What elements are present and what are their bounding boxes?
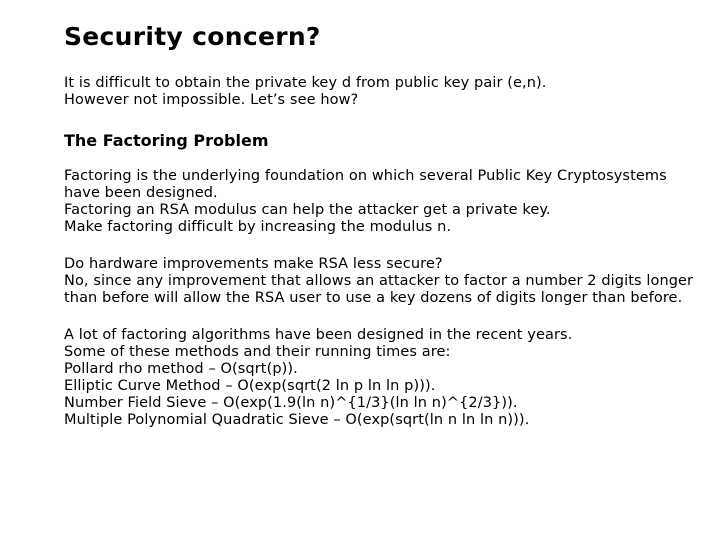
algorithm-line: Multiple Polynomial Quadratic Sieve – O(exp(sqrt(ln n ln ln n))). — [64, 412, 530, 428]
slide — [64, 22, 704, 429]
section-heading: The Factoring Problem — [64, 131, 269, 150]
paragraph-line: Factoring an RSA modulus can help the attacker get a private key. — [64, 202, 551, 218]
intro-line: However not impossible. Let’s see how? — [64, 92, 359, 108]
slide-title: Security concern? — [64, 22, 321, 51]
hardware-paragraph — [64, 256, 704, 307]
algorithm-line: Number Field Sieve – O(exp(1.9(ln n)^{1/3}(ln ln n)^{2/3})). — [64, 395, 518, 411]
intro-paragraph — [64, 75, 704, 109]
paragraph-line: Factoring is the underlying foundation on which several Public Key Cryptosystems have been designed. — [64, 168, 667, 201]
algorithm-line: Pollard rho method – O(sqrt(p)). — [64, 361, 298, 377]
paragraph-line: Some of these methods and their running times are: — [64, 344, 451, 360]
algorithm-line: Elliptic Curve Method – O(exp(sqrt(2 ln p ln ln p))). — [64, 378, 436, 394]
paragraph-line: A lot of factoring algorithms have been designed in the recent years. — [64, 327, 573, 343]
factoring-paragraph — [64, 168, 704, 236]
intro-line: It is difficult to obtain the private key d from public key pair (e,n). — [64, 75, 547, 91]
paragraph-line: Do hardware improvements make RSA less secure? — [64, 256, 443, 272]
paragraph-line: Make factoring difficult by increasing the modulus n. — [64, 219, 452, 235]
algorithms-paragraph — [64, 327, 704, 429]
paragraph-line: No, since any improvement that allows an attacker to factor a number 2 digits longer than before will allow the RSA user to use a key dozens of digits longer than before. — [64, 273, 694, 306]
